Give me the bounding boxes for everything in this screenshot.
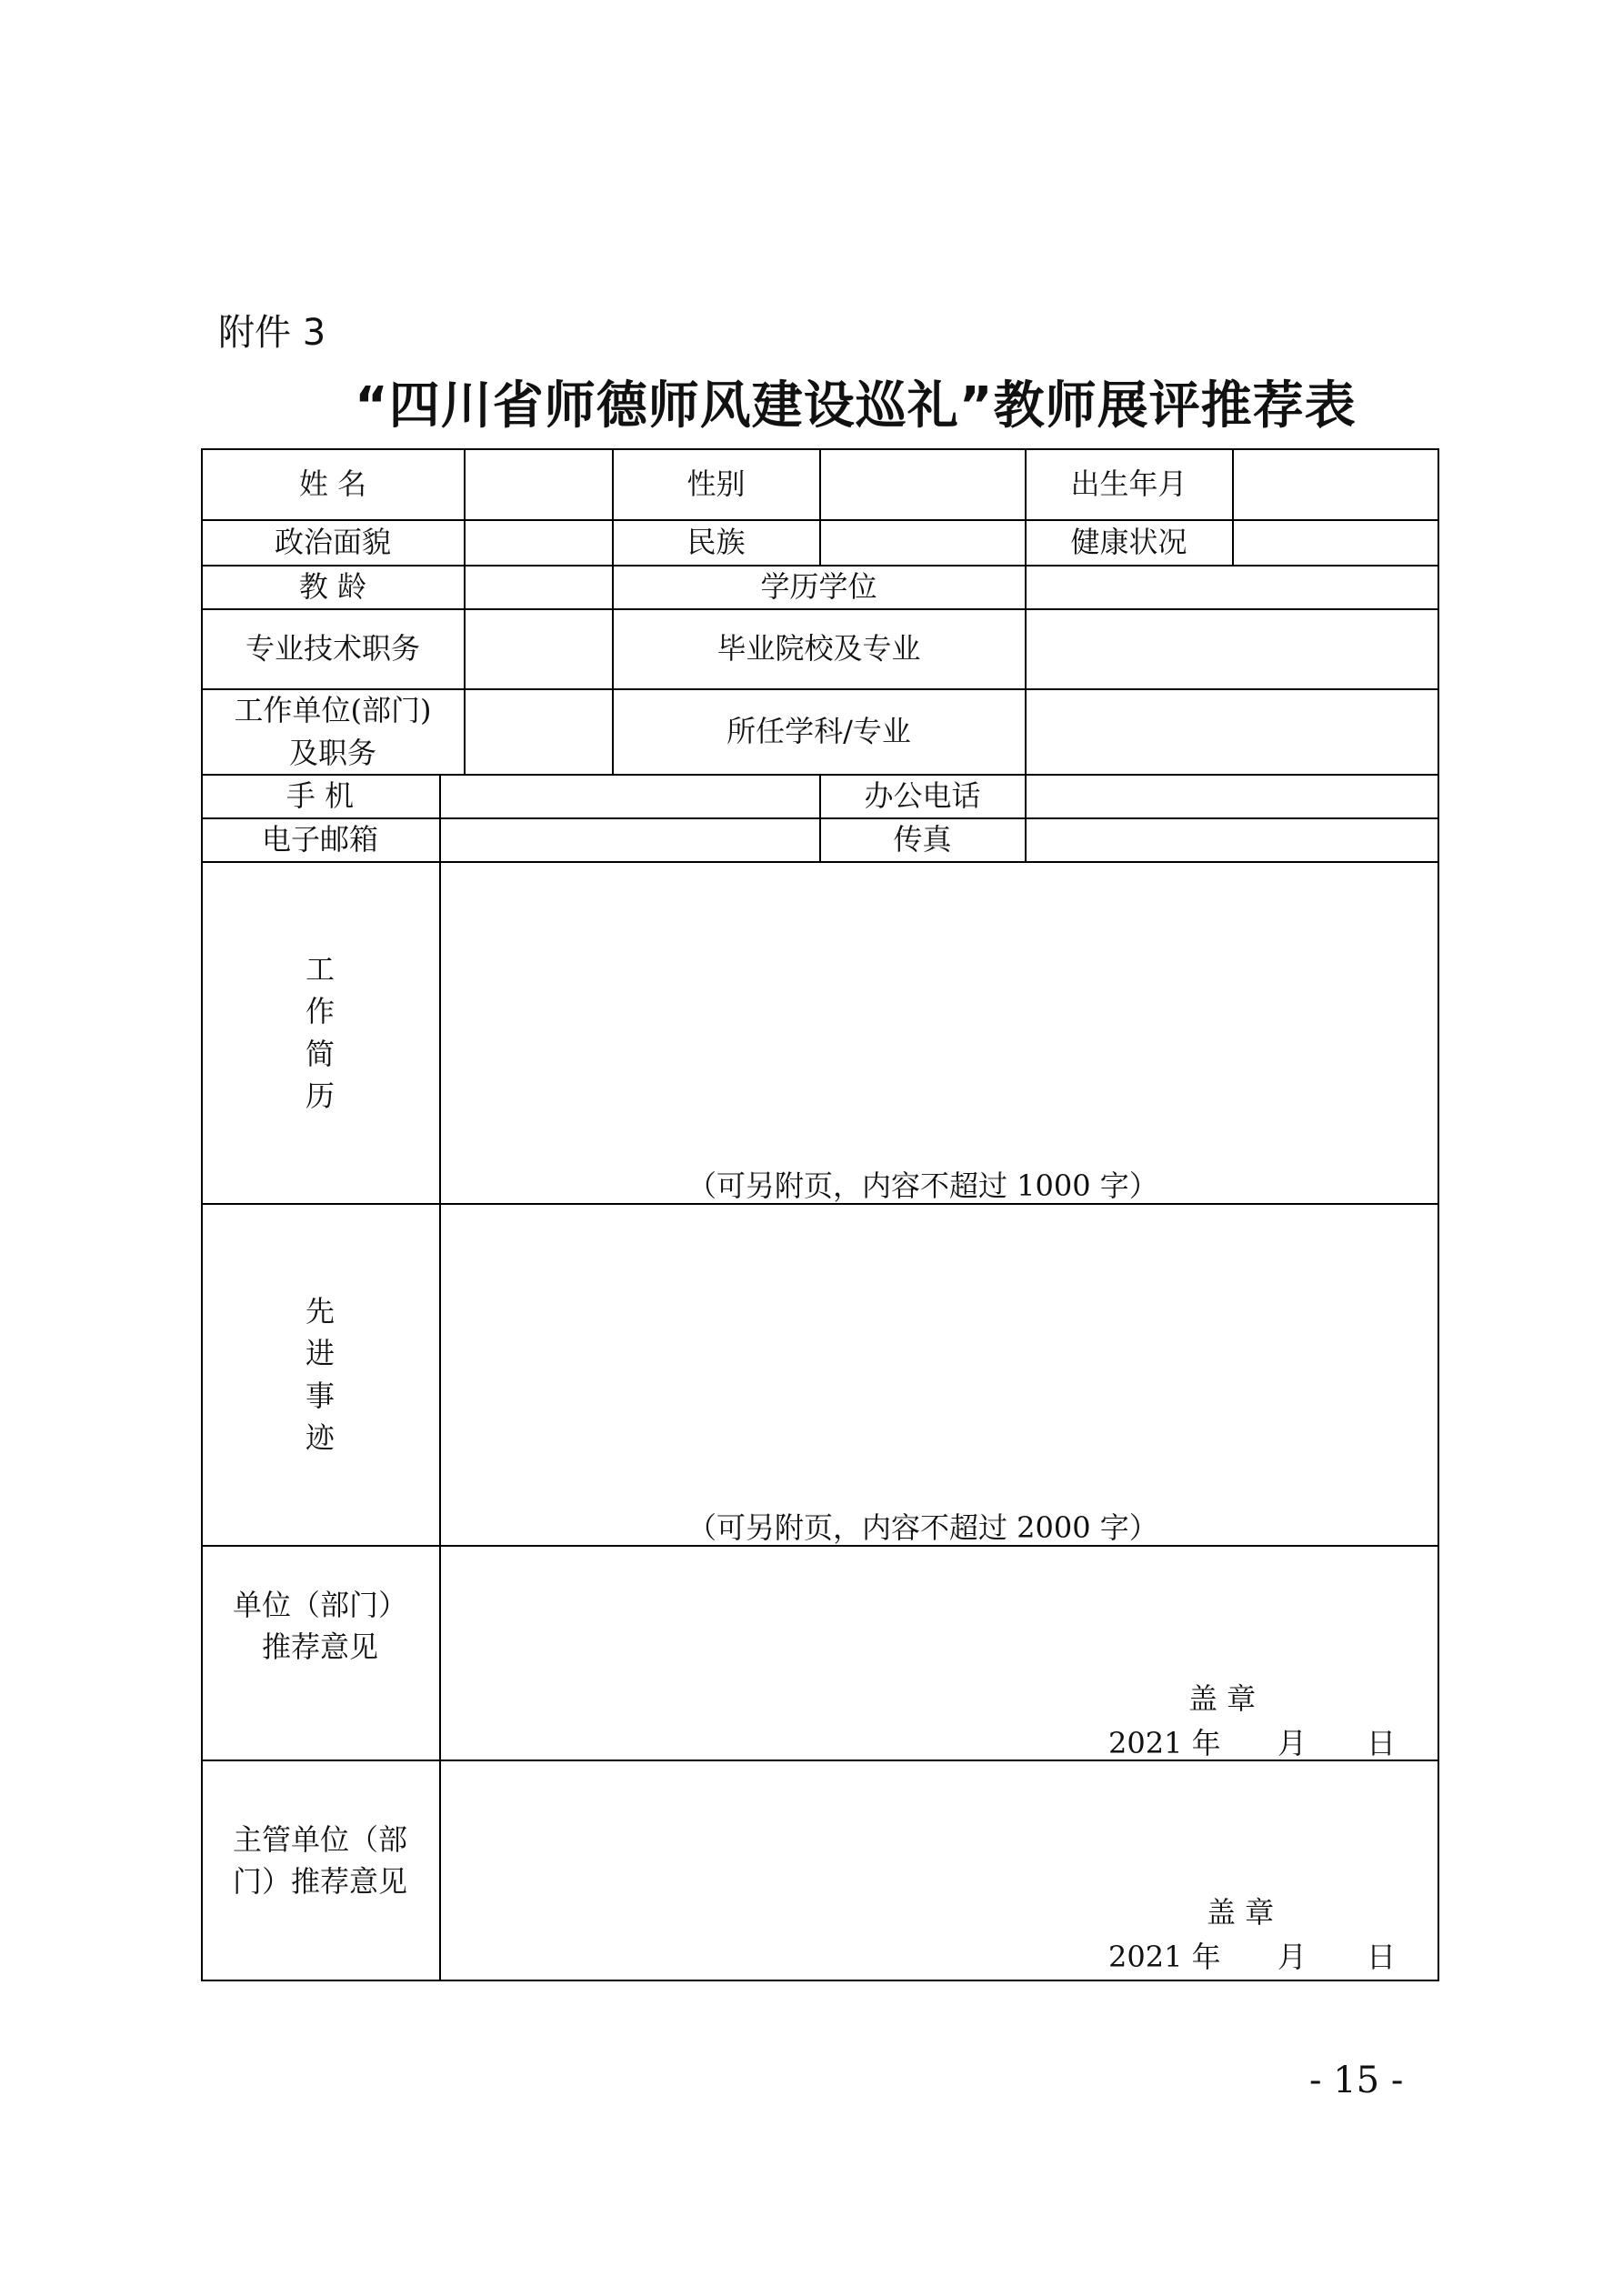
office-phone-field[interactable]	[1026, 775, 1438, 817]
label-politics: 政治面貌	[274, 525, 391, 560]
page-number: - 15 -	[1309, 2060, 1404, 2101]
label-name: 姓 名	[298, 466, 367, 501]
label-deeds-char: 事	[305, 1378, 335, 1413]
label-education: 学历学位	[760, 569, 877, 605]
name-field[interactable]	[465, 448, 612, 519]
label-deeds	[201, 1204, 439, 1545]
unit-seal-month: 月	[1277, 1726, 1307, 1760]
form-title: “四川省师德师风建设巡礼”教师展评推荐表	[355, 376, 1357, 436]
ethnicity-field[interactable]	[820, 520, 1025, 565]
resume-note: （可另附页，内容不超过 1000 字）	[687, 1168, 1158, 1203]
subject-field[interactable]	[1026, 689, 1438, 774]
label-unit-opinion	[201, 1546, 439, 1760]
label-supervisor-opinion	[201, 1760, 439, 1980]
label-school-major: 毕业院校及专业	[716, 631, 921, 667]
label-gender: 性别	[686, 466, 746, 501]
label-subject: 所任学科/专业	[726, 714, 911, 749]
deeds-note: （可另附页，内容不超过 2000 字）	[687, 1510, 1158, 1545]
work-unit-field[interactable]	[465, 689, 612, 774]
label-mobile: 手 机	[286, 778, 355, 814]
label-health: 健康状况	[1070, 525, 1187, 560]
label-email: 电子邮箱	[261, 822, 378, 857]
unit-seal-label: 盖 章	[1188, 1681, 1257, 1716]
label-resume-char: 历	[305, 1078, 335, 1113]
supervisor-seal-year: 2021 年	[1108, 1940, 1221, 1974]
email-field[interactable]	[440, 818, 819, 861]
supervisor-seal-day: 日	[1367, 1940, 1397, 1974]
label-deeds-char: 迹	[305, 1419, 335, 1455]
resume-field[interactable]	[440, 862, 1438, 1203]
teaching-years-field[interactable]	[465, 566, 612, 608]
annex-label: 附件 3	[218, 312, 326, 354]
gender-field[interactable]	[820, 448, 1025, 519]
title-position-field[interactable]	[465, 609, 612, 688]
label-title-position: 专业技术职务	[245, 631, 420, 667]
unit-seal-year: 2021 年	[1108, 1726, 1221, 1760]
label-fax: 传真	[893, 822, 952, 857]
health-field[interactable]	[1233, 520, 1438, 565]
label-ethnicity: 民族	[686, 525, 746, 560]
label-resume	[201, 862, 439, 1203]
mobile-field[interactable]	[440, 775, 819, 817]
label-birth: 出生年月	[1070, 466, 1187, 501]
label-resume-char: 作	[305, 994, 335, 1029]
school-major-field[interactable]	[1026, 609, 1438, 688]
deeds-field[interactable]	[440, 1204, 1438, 1545]
education-field[interactable]	[1026, 566, 1438, 608]
table-border-right	[1438, 448, 1439, 1981]
label-resume-char: 工	[305, 951, 335, 987]
label-deeds-char: 先	[305, 1293, 335, 1328]
label-unit-opinion-line2: 推荐意见	[261, 1629, 378, 1665]
recommendation-form-table	[201, 448, 1439, 1981]
birth-field[interactable]	[1233, 448, 1438, 519]
label-unit-opinion-line1: 单位（部门）	[232, 1588, 407, 1622]
fax-field[interactable]	[1026, 818, 1438, 861]
label-work-unit	[201, 689, 465, 774]
supervisor-seal-month: 月	[1277, 1940, 1307, 1974]
unit-seal-day: 日	[1367, 1726, 1397, 1760]
label-work-unit-line1: 工作单位(部门)	[234, 693, 432, 728]
label-work-unit-line2: 及职务	[288, 735, 376, 770]
label-office-phone: 办公电话	[864, 778, 981, 814]
label-supervisor-opinion-line1: 主管单位（部	[232, 1822, 407, 1857]
table-border-bottom	[201, 1980, 1439, 1981]
label-supervisor-opinion-line2: 门）推荐意见	[232, 1864, 407, 1900]
politics-field[interactable]	[465, 520, 612, 565]
supervisor-seal-label: 盖 章	[1207, 1895, 1275, 1930]
label-teaching-years: 教 龄	[298, 569, 367, 605]
label-resume-char: 简	[305, 1036, 335, 1071]
label-deeds-char: 进	[305, 1336, 335, 1371]
